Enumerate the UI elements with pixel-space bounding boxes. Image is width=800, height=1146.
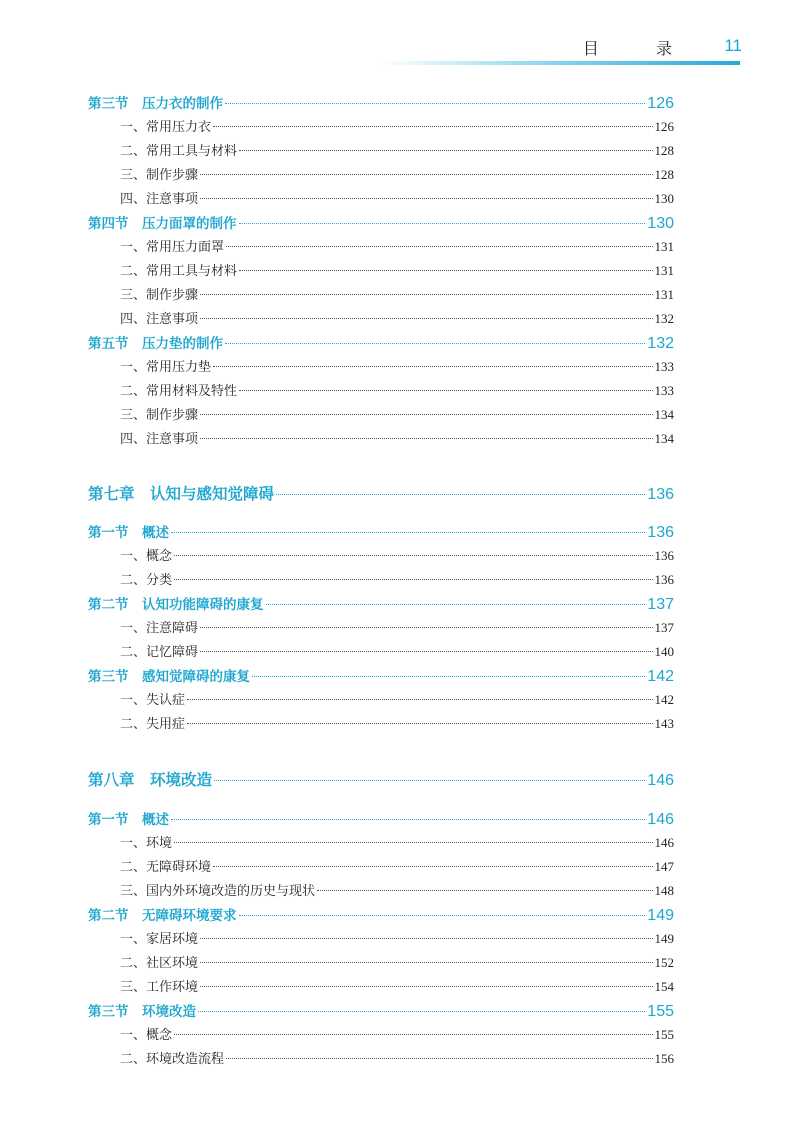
dot-leader	[226, 246, 652, 247]
dot-leader	[239, 150, 652, 151]
toc-item-label: 一、常用压力面罩	[120, 240, 225, 255]
dot-leader	[171, 819, 645, 820]
toc-page-number: 126	[647, 95, 674, 112]
toc-item-label: 二、无障碍环境	[120, 860, 212, 875]
toc-item-label: 三、工作环境	[120, 980, 199, 995]
toc-section-row	[88, 332, 674, 353]
toc-page-number: 132	[647, 335, 674, 352]
toc-page-number: 132	[654, 311, 674, 326]
toc-item-row	[120, 140, 674, 159]
toc-item-label: 二、失用症	[120, 717, 186, 732]
toc-section-label: 第三节 感知觉障碍的康复	[88, 669, 250, 685]
dot-leader	[213, 866, 652, 867]
toc-item-row	[120, 928, 674, 947]
toc-item-row	[120, 236, 674, 255]
toc-item-row	[120, 641, 674, 660]
toc-item-label: 四、注意事项	[120, 312, 199, 327]
toc-section-row	[88, 212, 674, 233]
toc-item-label: 二、常用工具与材料	[120, 264, 238, 279]
toc-item-label: 四、注意事项	[120, 432, 199, 447]
toc-section-row	[88, 92, 674, 113]
toc-page-number: 143	[654, 716, 674, 731]
toc-page-number: 134	[654, 431, 674, 446]
toc-page-number: 142	[647, 668, 674, 685]
toc-item-row	[120, 356, 674, 375]
toc-page-number: 131	[654, 239, 674, 254]
toc-page-number: 140	[654, 644, 674, 659]
toc-section-label: 第四节 压力面罩的制作	[88, 216, 237, 232]
dot-leader	[239, 915, 646, 916]
toc-section-row	[88, 1000, 674, 1021]
toc-item-row	[120, 188, 674, 207]
toc-item-label: 二、常用工具与材料	[120, 144, 238, 159]
toc-page-number: 147	[654, 859, 674, 874]
toc-page-number: 148	[654, 883, 674, 898]
dot-leader	[214, 780, 645, 781]
toc-section-label: 第二节 无障碍环境要求	[88, 908, 237, 924]
header-page-number: 11	[724, 36, 742, 55]
toc-page-number: 156	[654, 1051, 674, 1066]
toc-section-row	[88, 521, 674, 542]
dot-leader	[198, 1011, 645, 1012]
toc-page-number: 131	[654, 263, 674, 278]
toc-page-number: 136	[647, 524, 674, 541]
toc-item-row	[120, 856, 674, 875]
toc-page-number: 152	[654, 955, 674, 970]
toc-chapter-row	[88, 768, 674, 790]
toc-item-label: 三、国内外环境改造的历史与现状	[120, 884, 316, 899]
dot-leader	[213, 366, 652, 367]
dot-leader	[200, 438, 652, 439]
toc-item-row	[120, 617, 674, 636]
dot-leader	[187, 699, 652, 700]
toc-item-row	[120, 1048, 674, 1067]
toc-item-label: 四、注意事项	[120, 192, 199, 207]
toc-item-label: 一、家居环境	[120, 932, 199, 947]
toc-item-label: 一、注意障碍	[120, 621, 199, 636]
toc-item-label: 二、社区环境	[120, 956, 199, 971]
toc-item-label: 三、制作步骤	[120, 288, 199, 303]
dot-leader	[200, 962, 652, 963]
dot-leader	[174, 842, 652, 843]
dot-leader	[174, 555, 652, 556]
toc-page-number: 136	[654, 572, 674, 587]
dot-leader	[200, 318, 652, 319]
header-rule	[380, 61, 740, 65]
toc-section-row	[88, 593, 674, 614]
page-header	[0, 0, 800, 70]
toc-page-number: 155	[647, 1003, 674, 1020]
toc-page-number: 149	[654, 931, 674, 946]
dot-leader	[239, 390, 652, 391]
toc-item-row	[120, 380, 674, 399]
toc-section-label: 第五节 压力垫的制作	[88, 336, 223, 352]
toc-item-label: 二、常用材料及特性	[120, 384, 238, 399]
toc-page-number: 137	[647, 596, 674, 613]
toc-page-number: 142	[654, 692, 674, 707]
toc-page-number: 133	[654, 383, 674, 398]
toc-item-label: 一、失认症	[120, 693, 186, 708]
toc-page-number: 136	[654, 548, 674, 563]
toc-item-label: 一、常用压力垫	[120, 360, 212, 375]
dot-leader	[239, 270, 652, 271]
toc-item-row	[120, 284, 674, 303]
toc-section-label: 第一节 概述	[88, 525, 169, 541]
toc-section-label: 第一节 概述	[88, 812, 169, 828]
toc-item-row	[120, 880, 674, 899]
dot-leader	[200, 938, 652, 939]
toc-section-label: 第三节 压力衣的制作	[88, 96, 223, 112]
dot-leader	[174, 1034, 652, 1035]
dot-leader	[200, 294, 652, 295]
toc-item-row	[120, 308, 674, 327]
toc-section-label: 第二节 认知功能障碍的康复	[88, 597, 264, 613]
toc-item-row	[120, 404, 674, 423]
toc-page-number: 128	[654, 167, 674, 182]
toc-chapter-row	[88, 482, 674, 504]
dot-leader	[225, 103, 645, 104]
toc-item-row	[120, 569, 674, 588]
toc-item-label: 一、概念	[120, 1028, 173, 1043]
toc-page-number: 128	[654, 143, 674, 158]
toc-page-number: 134	[654, 407, 674, 422]
dot-leader	[200, 986, 652, 987]
toc-item-row	[120, 260, 674, 279]
toc-page-number: 130	[647, 215, 674, 232]
toc-item-label: 一、概念	[120, 549, 173, 564]
toc-item-label: 一、常用压力衣	[120, 120, 212, 135]
toc-item-row	[120, 976, 674, 995]
toc-page-number: 137	[654, 620, 674, 635]
toc-section-row	[88, 808, 674, 829]
dot-leader	[213, 126, 652, 127]
toc-page-number: 126	[654, 119, 674, 134]
dot-leader	[252, 676, 645, 677]
dot-leader	[187, 723, 652, 724]
toc-page-number: 154	[654, 979, 674, 994]
toc-item-row	[120, 164, 674, 183]
toc-page-number: 133	[654, 359, 674, 374]
toc-item-label: 二、环境改造流程	[120, 1052, 225, 1067]
dot-leader	[225, 343, 645, 344]
dot-leader	[226, 1058, 652, 1059]
header-title: 目 录	[582, 39, 698, 58]
toc-page-number: 131	[654, 287, 674, 302]
toc-page-number: 146	[647, 811, 674, 828]
toc-chapter-label: 第七章 认知与感知觉障碍	[88, 485, 275, 503]
dot-leader	[200, 627, 652, 628]
toc-section-label: 第三节 环境改造	[88, 1004, 196, 1020]
dot-leader	[266, 604, 646, 605]
toc-item-label: 二、记忆障碍	[120, 645, 199, 660]
dot-leader	[276, 494, 645, 495]
toc-section-row	[88, 904, 674, 925]
dot-leader	[200, 174, 652, 175]
toc-item-row	[120, 1024, 674, 1043]
toc-page-number: 136	[647, 486, 674, 503]
toc-item-row	[120, 832, 674, 851]
toc-item-row	[120, 428, 674, 447]
toc-page-number: 149	[647, 907, 674, 924]
dot-leader	[200, 198, 652, 199]
dot-leader	[200, 651, 652, 652]
toc-item-label: 一、环境	[120, 836, 173, 851]
toc-item-row	[120, 689, 674, 708]
toc-page-number: 146	[654, 835, 674, 850]
toc-item-row	[120, 116, 674, 135]
toc-item-label: 三、制作步骤	[120, 408, 199, 423]
dot-leader	[174, 579, 652, 580]
toc-page-number: 130	[654, 191, 674, 206]
toc-page-number: 146	[647, 772, 674, 789]
toc-section-row	[88, 665, 674, 686]
toc-item-row	[120, 713, 674, 732]
dot-leader	[200, 414, 652, 415]
toc-item-row	[120, 952, 674, 971]
dot-leader	[239, 223, 646, 224]
toc-item-label: 三、制作步骤	[120, 168, 199, 183]
dot-leader	[317, 890, 652, 891]
toc-item-label: 二、分类	[120, 573, 173, 588]
toc-chapter-label: 第八章 环境改造	[88, 771, 213, 789]
toc-item-row	[120, 545, 674, 564]
toc-page-number: 155	[654, 1027, 674, 1042]
dot-leader	[171, 532, 645, 533]
